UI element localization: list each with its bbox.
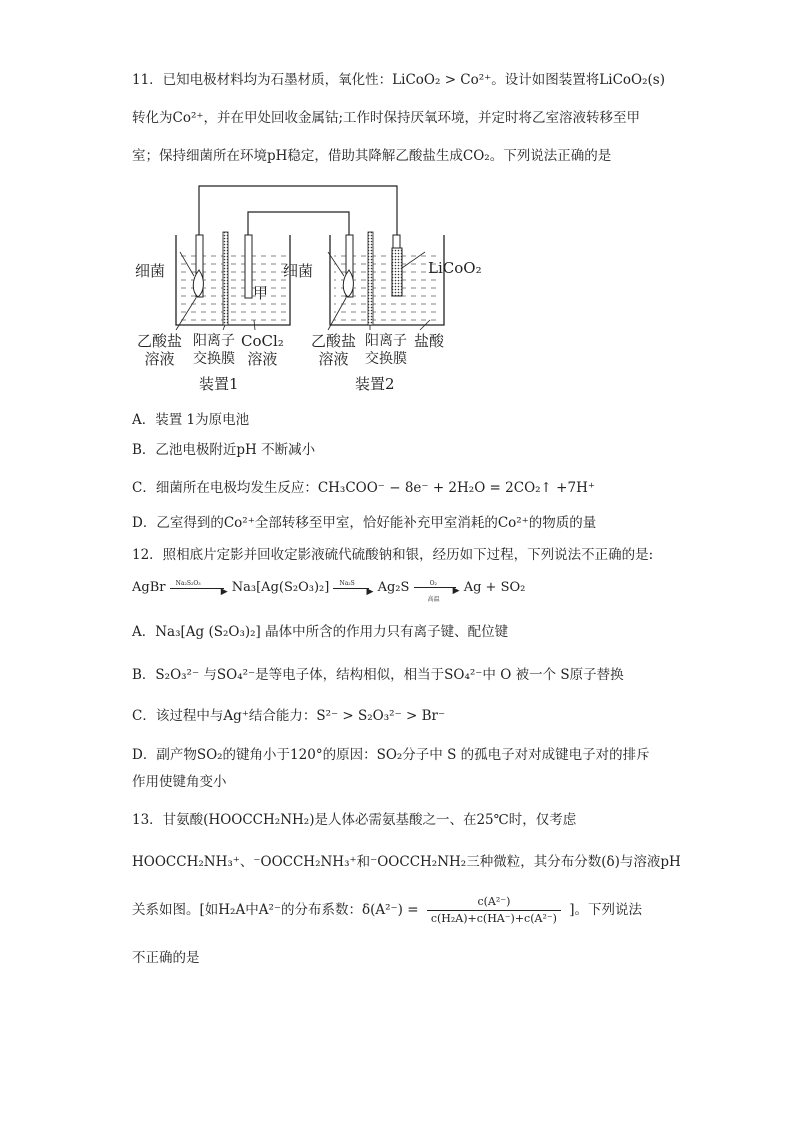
label-jia: 甲 bbox=[253, 284, 269, 302]
reaction-arrow-2 bbox=[333, 579, 374, 597]
reagent-3-bottom: 高温 bbox=[427, 595, 440, 603]
q13-line3-post: ]。下列说法 bbox=[569, 902, 643, 918]
inner-wire bbox=[248, 212, 349, 235]
device-2 bbox=[330, 232, 444, 325]
q12-option-b: B．S₂O₃²⁻ 与SO₄²⁻是等电子体，结构相似，相当于SO₄²⁻中 O 被一个 S原子替换 bbox=[132, 667, 624, 683]
label-acetate-2-line1: 乙酸盐 bbox=[311, 332, 357, 350]
reagent-2: Na₂S bbox=[339, 579, 355, 587]
q12-option-a: A．Na₃[Ag (S₂O₃)₂] 晶体中所含的作用力只有离子键、配位键 bbox=[132, 624, 509, 640]
species-agbr: AgBr bbox=[132, 580, 166, 595]
label-membrane-2-line2: 交换膜 bbox=[365, 351, 407, 367]
q11-option-a: A．装置 1为原电池 bbox=[132, 412, 250, 428]
arrow-line bbox=[333, 588, 369, 589]
q12-process-equation bbox=[132, 578, 526, 603]
q11-stem-line1: 11．已知电极材料均为石墨材质，氧化性：LiCoO₂ > Co²⁺。设计如图装置将LiCoO₂(s) bbox=[132, 72, 665, 88]
q11-stem-line3: 室；保持细菌所在环境pH稳定，借助其降解乙酸盐生成CO₂。下列说法正确的是 bbox=[132, 148, 612, 164]
reaction-arrow-3 bbox=[414, 579, 460, 603]
q11-option-d: D．乙室得到的Co²⁺全部转移至甲室，恰好能补充甲室消耗的Co²⁺的物质的量 bbox=[132, 515, 597, 531]
arrow-line bbox=[414, 587, 456, 588]
distribution-fraction bbox=[427, 894, 561, 927]
label-cocl2-line1: CoCl₂ bbox=[241, 332, 284, 350]
label-acetate-2-line2: 溶液 bbox=[318, 350, 349, 368]
label-acetate-2 bbox=[311, 332, 356, 368]
q12-stem: 12．照相底片定影并回收定影液硫代硫酸钠和银，经历如下过程，下列说法不正确的是: bbox=[132, 547, 654, 563]
q13-line3-pre: 关系如图。[如H₂A中A²⁻的分布系数：δ(A²⁻) = bbox=[132, 902, 419, 918]
label-membrane-2-line1: 阳离子 bbox=[365, 333, 407, 349]
label-device-2: 装置2 bbox=[355, 375, 395, 393]
arrow-head: ▶ bbox=[452, 585, 460, 596]
q12-option-d-cont: 作用使键角变小 bbox=[132, 774, 227, 790]
arrow-line bbox=[170, 588, 224, 589]
label-hcl: 盐酸 bbox=[414, 332, 445, 350]
label-membrane-1-line1: 阳离子 bbox=[193, 333, 235, 349]
label-membrane-1 bbox=[193, 332, 235, 368]
label-licoo2: LiCoO₂ bbox=[428, 259, 482, 277]
q12-option-c: C．该过程中与Ag⁺结合能力：S²⁻ > S₂O₃²⁻ > Br⁻ bbox=[132, 708, 446, 724]
q13-stem-line2: HOOCCH₂NH₃⁺、⁻OOCCH₂NH₃⁺和⁻OOCCH₂NH₂三种微粒，其分布分数(δ)与溶液pH bbox=[132, 854, 681, 870]
reagent-3-top: O₂ bbox=[429, 579, 437, 587]
species-ag2s: Ag₂S bbox=[377, 580, 410, 595]
reagent-1: Na₂S₂O₃ bbox=[175, 579, 201, 587]
arrow-head: ▶ bbox=[366, 586, 374, 597]
label-device-1: 装置1 bbox=[199, 375, 239, 393]
q13-stem-line4: 不正确的是 bbox=[132, 950, 200, 966]
species-products: Ag + SO₂ bbox=[463, 580, 526, 595]
label-cocl2 bbox=[241, 332, 284, 368]
label-acetate-1 bbox=[137, 332, 182, 368]
q11-option-b: B．乙池电极附近pH 不断减小 bbox=[132, 442, 316, 458]
label-membrane-2 bbox=[365, 332, 407, 368]
reaction-arrow-1 bbox=[170, 579, 228, 597]
outer-wire bbox=[199, 186, 397, 235]
q13-stem-line3 bbox=[132, 892, 642, 928]
q11-stem-line2: 转化为Co²⁺，并在甲处回收金属钴;工作时保持厌氧环境，并定时将乙室溶液转移至甲 bbox=[132, 110, 641, 126]
arrow-head: ▶ bbox=[220, 586, 228, 597]
fraction-denominator: c(H₂A)+c(HA⁻)+c(A²⁻) bbox=[430, 912, 557, 925]
label-cocl2-line2: 溶液 bbox=[247, 350, 278, 368]
q13-stem-line1: 13．甘氨酸(HOOCCH₂NH₂)是人体必需氨基酸之一、在25℃时，仅考虑 bbox=[132, 812, 577, 828]
label-membrane-1-line2: 交换膜 bbox=[193, 351, 235, 367]
label-bacteria-2: 细菌 bbox=[283, 262, 314, 280]
device-1 bbox=[176, 232, 290, 325]
q11-option-c: C．细菌所在电极均发生反应：CH₃COO⁻ − 8e⁻ + 2H₂O = 2CO₂↑ +7H⁺ bbox=[132, 480, 595, 496]
fraction-numerator: c(A²⁻) bbox=[427, 894, 561, 911]
label-bacteria-1: 细菌 bbox=[135, 262, 166, 280]
label-acetate-1-line1: 乙酸盐 bbox=[137, 332, 183, 350]
label-acetate-1-line2: 溶液 bbox=[144, 350, 175, 368]
q12-option-d: D．副产物SO₂的键角小于120°的原因：SO₂分子中 S 的孤电子对对成键电子对的排斥 bbox=[132, 747, 650, 763]
species-complex: Na₃[Ag(S₂O₃)₂] bbox=[231, 580, 330, 595]
